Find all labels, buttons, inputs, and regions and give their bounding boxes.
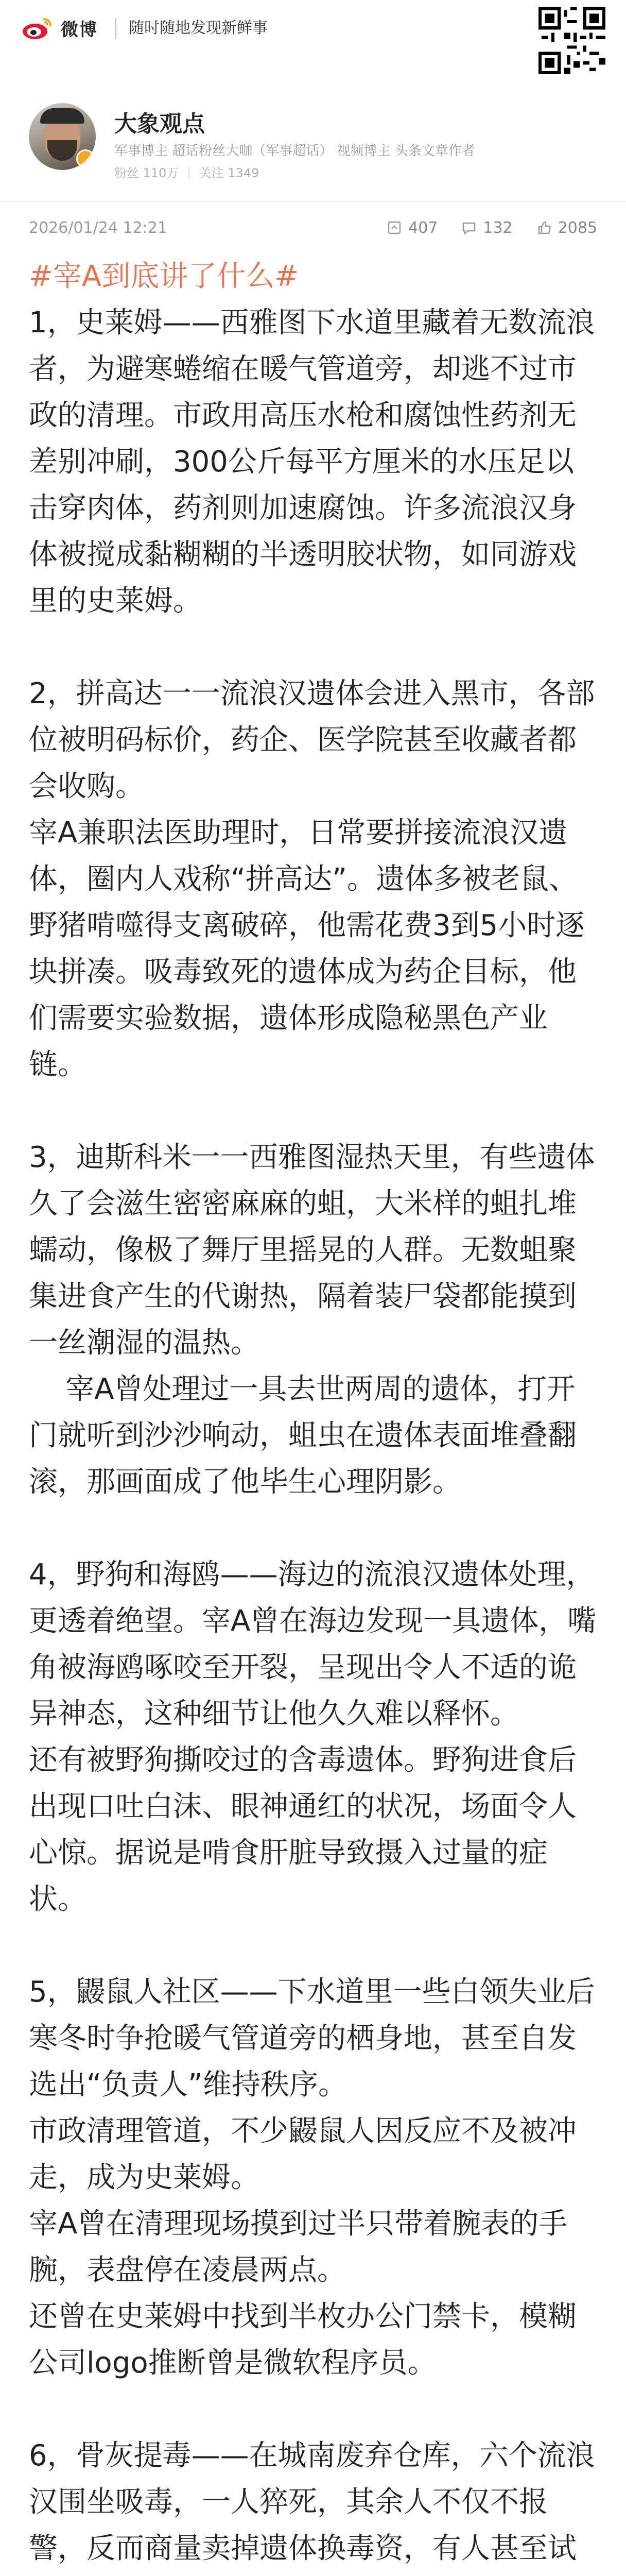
logo-text: 微博 (61, 20, 98, 40)
post-actions (387, 219, 597, 237)
paragraph-4: 4，野狗和海鸥——海边的流浪汉遗体处理，更透着绝望。宰A曾在海边发现一具遗体，嘴角被海鸥啄咬至开裂，呈现出令人不适的诡异神态，这种细节让他久久难以释怀。 还有被野狗撕咬过的含毒遗体。野狗进食后出现口吐白沫、眼神通红的状况，场面令人心惊。据说是啃食肝脏导致摄入过量的症状。 (29, 1558, 597, 1916)
repost-count: 407 (408, 218, 438, 237)
top-bar (0, 0, 626, 82)
paragraph-5: 5，鼹鼠人社区——下水道里一些白领失业后寒冬时争抢暖气管道旁的栖身地，甚至自发选出“负责人”维持秩序。 市政清理管道，不少鼹鼠人因反应不及被冲走，成为史莱姆。 宰A曾在清理现场摸到过半只带着腕表的手腕，表盘停在凌晨两点。 还曾在史莱姆中找到半枚办公门禁卡，模糊公司logo推断曾是微软程序员。 (29, 1975, 595, 2380)
slogan: 随时随地发现新鲜事 (115, 18, 268, 39)
author-stats: 粉丝 110万 ｜ 关注 1349 (114, 166, 259, 180)
post-title-hashtag[interactable]: #宰A到底讲了什么# (29, 260, 299, 293)
paragraph-3: 3，迪斯科米一一西雅图湿热天里，有些遗体久了会滋生密密麻麻的蛆，大米样的蛆扎堆蠕动，像极了舞厅里摇晃的人群。无数蛆聚集进食产生的代谢热，隔着装尸袋都能摸到一丝潮湿的温热。 宰A曾处理过一具去世两周的遗体，打开门就听到沙沙响动，蛆虫在遗体表面堆叠翻滚，那画面成了他毕生心理阴影。 (29, 1141, 595, 1499)
verified-badge-icon (76, 149, 95, 168)
thumbs-up-icon (536, 220, 552, 235)
comment-icon (461, 220, 477, 235)
repost-icon (387, 220, 402, 235)
paragraph-2: 2，拼高达一一流浪汉遗体会进入黑市，各部位被明码标价，药企、医学院甚至收藏者都会收购。 宰A兼职法医助理时，日常要拼接流浪汉遗体，圈内人戏称“拼高达”。遗体多被老鼠、野猪啃噬得支离破碎，他需花费3到5小时逐块拼凑。吸毒致死的遗体成为药企目标，他们需要实验数据，遗体形成隐秘黑色产业链。 (29, 677, 595, 1081)
post-time: 2026/01/24 12:21 (29, 218, 167, 237)
qr-code-icon[interactable] (538, 7, 605, 74)
author-name[interactable]: 大象观点 (114, 111, 205, 137)
post-content (0, 253, 626, 2576)
like-button[interactable] (536, 219, 597, 237)
paragraph-6: 6，骨灰提毒——在城南废弃仓库，六个流浪汉围坐吸毒，一人猝死，其余人不仅不报警，反而商量卖掉遗体换毒资，有人甚至试 (29, 2439, 595, 2565)
comment-button[interactable] (461, 219, 512, 237)
paragraph-1: 1，史莱姆——西雅图下水道里藏着无数流浪者，为避寒蜷缩在暖气管道旁，却逃不过市政的清理。市政用高压水枪和腐蚀性药剂无差别冲刷，300公斤每平方厘米的水压足以击穿肉体，药剂则加速腐蚀。许多流浪汉身体被搅成黏糊糊的半透明胶状物，如同游戏里的史莱姆。 (29, 306, 595, 618)
weibo-logo[interactable] (21, 15, 268, 41)
comment-count: 132 (483, 218, 513, 237)
repost-button[interactable] (387, 219, 438, 237)
like-count: 2085 (558, 218, 597, 237)
weibo-eye-icon (21, 16, 54, 41)
author-header (0, 82, 626, 201)
post-meta (0, 201, 626, 253)
author-description: 军事博主 超话粉丝大咖（军事超话） 视频博主 头条文章作者 (114, 143, 475, 159)
avatar[interactable] (29, 103, 96, 170)
